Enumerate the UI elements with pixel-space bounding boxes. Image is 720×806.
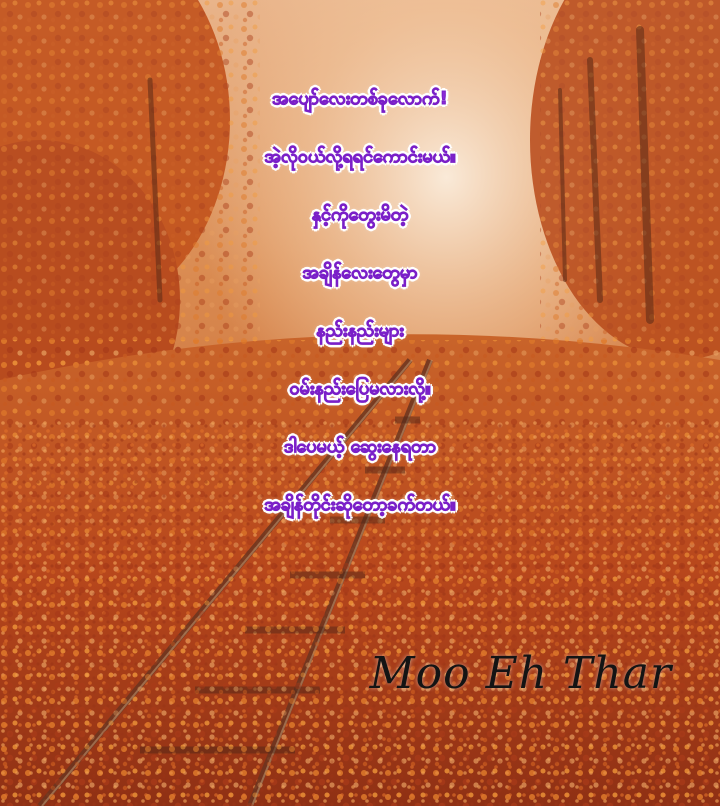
- poem-text-block: [0, 70, 720, 534]
- poem-line-3: နှင့်ကိုတွေးမိတဲ့: [311, 204, 409, 225]
- poem-line-5: နည်းနည်းများ: [316, 320, 404, 341]
- poem-line-2: အဲ့လိုဝယ်လို့ရရင်ကောင်းမယ်။: [264, 146, 456, 167]
- poem-line-1: အပျော်လေးတစ်ခုလောက်!: [272, 88, 448, 109]
- author-signature: Moo Eh Thar: [369, 648, 672, 699]
- poem-line-7: ဒါပေမယ့် ဆွေးနေရတာ: [284, 436, 436, 457]
- poem-line-6: ဝမ်းနည်းပြေမလားလို့။: [289, 378, 431, 399]
- poem-line-8: အချိန်တိုင်းဆိုတော့ခက်တယ်။: [264, 494, 456, 515]
- poem-line-4: အချိန်လေးတွေမှာ: [302, 262, 418, 283]
